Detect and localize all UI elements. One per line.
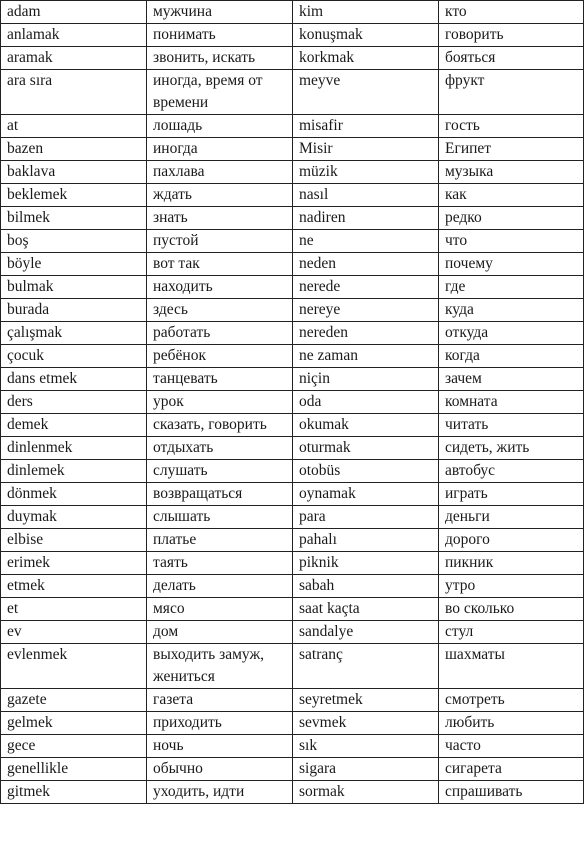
turkish-word-cell: bilmek [1, 207, 147, 230]
russian-translation-cell: Египет [439, 138, 584, 161]
russian-translation-cell: фрукт [439, 70, 584, 115]
turkish-word-cell: böyle [1, 253, 147, 276]
turkish-word-cell: seyretmek [293, 689, 439, 712]
table-row [1, 345, 584, 368]
russian-translation-cell: во сколько [439, 598, 584, 621]
table-row [1, 207, 584, 230]
russian-translation-cell: куда [439, 299, 584, 322]
turkish-word-cell: et [1, 598, 147, 621]
turkish-word-cell: misafir [293, 115, 439, 138]
turkish-word-cell: nasıl [293, 184, 439, 207]
table-row [1, 368, 584, 391]
turkish-word-cell: ne zaman [293, 345, 439, 368]
russian-translation-cell: отдыхать [147, 437, 293, 460]
russian-translation-cell: почему [439, 253, 584, 276]
turkish-word-cell: sormak [293, 781, 439, 804]
russian-translation-cell: таять [147, 552, 293, 575]
turkish-word-cell: bazen [1, 138, 147, 161]
russian-translation-cell: ночь [147, 735, 293, 758]
turkish-word-cell: sevmek [293, 712, 439, 735]
russian-translation-cell: кто [439, 1, 584, 24]
turkish-word-cell: bulmak [1, 276, 147, 299]
russian-translation-cell: шахматы [439, 644, 584, 689]
turkish-word-cell: boş [1, 230, 147, 253]
table-row [1, 758, 584, 781]
turkish-word-cell: satranç [293, 644, 439, 689]
russian-translation-cell: иногда [147, 138, 293, 161]
russian-translation-cell: работать [147, 322, 293, 345]
turkish-word-cell: nereye [293, 299, 439, 322]
table-row [1, 184, 584, 207]
russian-translation-cell: обычно [147, 758, 293, 781]
russian-translation-cell: бояться [439, 47, 584, 70]
russian-translation-cell: танцевать [147, 368, 293, 391]
turkish-word-cell: para [293, 506, 439, 529]
table-row [1, 138, 584, 161]
table-row [1, 276, 584, 299]
russian-translation-cell: редко [439, 207, 584, 230]
russian-translation-cell: играть [439, 483, 584, 506]
russian-translation-cell: зачем [439, 368, 584, 391]
russian-translation-cell: здесь [147, 299, 293, 322]
turkish-word-cell: erimek [1, 552, 147, 575]
turkish-word-cell: anlamak [1, 24, 147, 47]
russian-translation-cell: сигарета [439, 758, 584, 781]
russian-translation-cell: слышать [147, 506, 293, 529]
turkish-word-cell: demek [1, 414, 147, 437]
table-row [1, 24, 584, 47]
turkish-word-cell: dinlenmek [1, 437, 147, 460]
russian-translation-cell: слушать [147, 460, 293, 483]
russian-translation-cell: музыка [439, 161, 584, 184]
turkish-word-cell: sandalye [293, 621, 439, 644]
table-row [1, 712, 584, 735]
russian-translation-cell: комната [439, 391, 584, 414]
russian-translation-cell: утро [439, 575, 584, 598]
table-row [1, 460, 584, 483]
russian-translation-cell: понимать [147, 24, 293, 47]
turkish-word-cell: dönmek [1, 483, 147, 506]
table-row [1, 1, 584, 24]
table-row [1, 529, 584, 552]
turkish-word-cell: çalışmak [1, 322, 147, 345]
turkish-word-cell: oturmak [293, 437, 439, 460]
turkish-word-cell: nadiren [293, 207, 439, 230]
table-row [1, 391, 584, 414]
russian-translation-cell: как [439, 184, 584, 207]
turkish-word-cell: beklemek [1, 184, 147, 207]
russian-translation-cell: находить [147, 276, 293, 299]
table-row [1, 575, 584, 598]
russian-translation-cell: сидеть, жить [439, 437, 584, 460]
russian-translation-cell: пикник [439, 552, 584, 575]
turkish-word-cell: nerede [293, 276, 439, 299]
russian-translation-cell: стул [439, 621, 584, 644]
turkish-word-cell: korkmak [293, 47, 439, 70]
russian-translation-cell: вот так [147, 253, 293, 276]
turkish-word-cell: adam [1, 1, 147, 24]
turkish-word-cell: niçin [293, 368, 439, 391]
turkish-word-cell: piknik [293, 552, 439, 575]
table-row [1, 552, 584, 575]
russian-translation-cell: дорого [439, 529, 584, 552]
turkish-word-cell: müzik [293, 161, 439, 184]
russian-translation-cell: урок [147, 391, 293, 414]
russian-translation-cell: выходить замуж, жениться [147, 644, 293, 689]
turkish-word-cell: gece [1, 735, 147, 758]
turkish-word-cell: konuşmak [293, 24, 439, 47]
turkish-word-cell: ne [293, 230, 439, 253]
turkish-word-cell: gitmek [1, 781, 147, 804]
turkish-word-cell: gelmek [1, 712, 147, 735]
turkish-word-cell: burada [1, 299, 147, 322]
table-row [1, 621, 584, 644]
turkish-word-cell: gazete [1, 689, 147, 712]
turkish-word-cell: otobüs [293, 460, 439, 483]
russian-translation-cell: делать [147, 575, 293, 598]
table-row [1, 47, 584, 70]
table-row [1, 689, 584, 712]
russian-translation-cell: когда [439, 345, 584, 368]
table-row [1, 437, 584, 460]
turkish-word-cell: ders [1, 391, 147, 414]
table-row [1, 115, 584, 138]
turkish-word-cell: at [1, 115, 147, 138]
turkish-word-cell: dinlemek [1, 460, 147, 483]
russian-translation-cell: уходить, идти [147, 781, 293, 804]
table-row [1, 598, 584, 621]
russian-translation-cell: приходить [147, 712, 293, 735]
turkish-word-cell: elbise [1, 529, 147, 552]
russian-translation-cell: ребёнок [147, 345, 293, 368]
turkish-word-cell: aramak [1, 47, 147, 70]
table-row [1, 781, 584, 804]
turkish-word-cell: evlenmek [1, 644, 147, 689]
table-row [1, 506, 584, 529]
russian-translation-cell: деньги [439, 506, 584, 529]
turkish-word-cell: etmek [1, 575, 147, 598]
table-row [1, 253, 584, 276]
turkish-word-cell: sigara [293, 758, 439, 781]
table-row [1, 230, 584, 253]
turkish-word-cell: oda [293, 391, 439, 414]
table-row [1, 735, 584, 758]
russian-translation-cell: ждать [147, 184, 293, 207]
turkish-word-cell: meyve [293, 70, 439, 115]
russian-translation-cell: газета [147, 689, 293, 712]
table-row [1, 644, 584, 689]
russian-translation-cell: спрашивать [439, 781, 584, 804]
russian-translation-cell: смотреть [439, 689, 584, 712]
table-row [1, 161, 584, 184]
russian-translation-cell: пахлава [147, 161, 293, 184]
turkish-word-cell: pahalı [293, 529, 439, 552]
turkish-word-cell: ara sıra [1, 70, 147, 115]
russian-translation-cell: читать [439, 414, 584, 437]
russian-translation-cell: автобус [439, 460, 584, 483]
turkish-word-cell: saat kaçta [293, 598, 439, 621]
turkish-word-cell: dans etmek [1, 368, 147, 391]
turkish-word-cell: genellikle [1, 758, 147, 781]
russian-translation-cell: часто [439, 735, 584, 758]
russian-translation-cell: звонить, искать [147, 47, 293, 70]
table-row [1, 483, 584, 506]
turkish-word-cell: oynamak [293, 483, 439, 506]
russian-translation-cell: лошадь [147, 115, 293, 138]
turkish-word-cell: sık [293, 735, 439, 758]
turkish-word-cell: neden [293, 253, 439, 276]
turkish-word-cell: kim [293, 1, 439, 24]
russian-translation-cell: иногда, время от времени [147, 70, 293, 115]
russian-translation-cell: пустой [147, 230, 293, 253]
turkish-word-cell: ev [1, 621, 147, 644]
turkish-word-cell: Misir [293, 138, 439, 161]
russian-translation-cell: где [439, 276, 584, 299]
russian-translation-cell: гость [439, 115, 584, 138]
russian-translation-cell: мужчина [147, 1, 293, 24]
turkish-word-cell: sabah [293, 575, 439, 598]
turkish-word-cell: baklava [1, 161, 147, 184]
russian-translation-cell: мясо [147, 598, 293, 621]
russian-translation-cell: любить [439, 712, 584, 735]
russian-translation-cell: что [439, 230, 584, 253]
turkish-word-cell: okumak [293, 414, 439, 437]
table-row [1, 322, 584, 345]
turkish-word-cell: çocuk [1, 345, 147, 368]
turkish-word-cell: duymak [1, 506, 147, 529]
russian-translation-cell: возвращаться [147, 483, 293, 506]
russian-translation-cell: сказать, говорить [147, 414, 293, 437]
vocabulary-table-body [1, 1, 584, 804]
table-row [1, 299, 584, 322]
table-row [1, 414, 584, 437]
russian-translation-cell: знать [147, 207, 293, 230]
table-row [1, 70, 584, 115]
russian-translation-cell: дом [147, 621, 293, 644]
russian-translation-cell: откуда [439, 322, 584, 345]
turkish-word-cell: nereden [293, 322, 439, 345]
russian-translation-cell: говорить [439, 24, 584, 47]
russian-translation-cell: платье [147, 529, 293, 552]
